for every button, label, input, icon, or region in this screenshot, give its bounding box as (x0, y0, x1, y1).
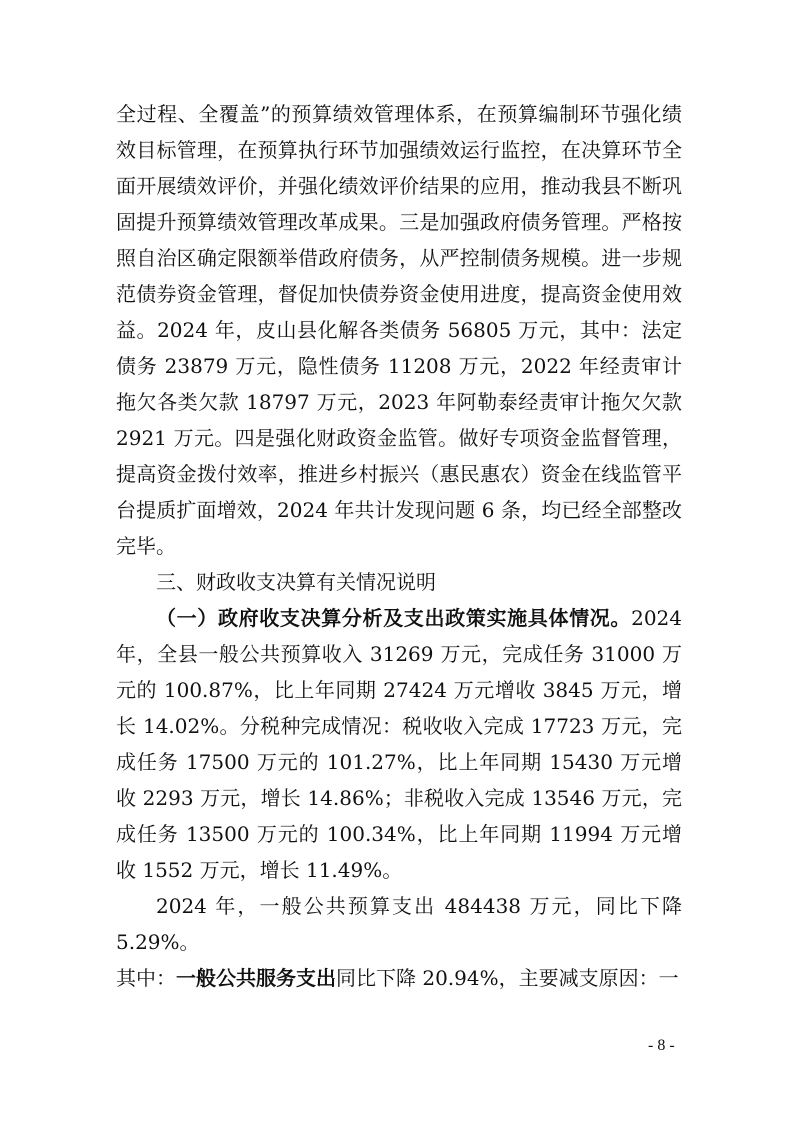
page-number: - 8 - (648, 1037, 675, 1054)
lead-text: 其中： (116, 966, 176, 990)
sub-heading: （一）政府收支决算分析及支出政策实施具体情况。 (156, 606, 632, 630)
section-heading: 三、财政收支决算有关情况说明 (156, 570, 436, 594)
body-text (116, 96, 682, 996)
paragraph-public-services (116, 960, 682, 996)
paragraph-revenue (116, 600, 682, 888)
public-services-label: 一般公共服务支出 (176, 966, 336, 990)
public-services-text: 同比下降 20.94%，主要减支原因：一 (336, 966, 679, 990)
paragraph-debt-management: 全过程、全覆盖”的预算绩效管理体系，在预算编制环节强化绩效目标管理，在预算执行环节加强绩效运行监控，在决算环节全面开展绩效评价，并强化绩效评价结果的应用，推动我县不断巩固提升预算绩效管理改革成果。三是加强政府债务管理。严格按照自治区确定限额举借政府债务，从严控制债务规模。进一步规范债券资金管理，督促加快债券资金使用进度，提高资金使用效益。2024 年，皮山县化解各类债务 56805 万元，其中：法定债务 23879 万元，隐性债务 11208 万元，2022 年经责审计拖欠各类欠款 18797 万元，2023 年阿勒泰经责审计拖欠欠款 2921 万元。四是强化财政资金监管。做好专项资金监督管理，提高资金拨付效率，推进乡村振兴（惠民惠农）资金在线监管平台提质扩面增效，2024 年共计发现问题 6 条，均已经全部整改完毕。 (116, 102, 682, 558)
paragraph-expenditure: 2024 年，一般公共预算支出 484438 万元，同比下降 5.29%。 (116, 894, 682, 954)
revenue-text: 2024 年，全县一般公共预算收入 31269 万元，完成任务 31000 万元的 100.87%，比上年同期 27424 万元增收 3845 万元，增长 14.02%。分税种完成情况：税收收入完成 17723 万元，完成任务 17500 万元的 101.27%，比上年同期 15430 万元增收 2293 万元，增长 14.86%；非税收入完成 13546 万元，完成任务 13500 万元的 100.34%，比上年同期 11994 万元增收 1552 万元，增长 11.49%。 (116, 606, 682, 882)
